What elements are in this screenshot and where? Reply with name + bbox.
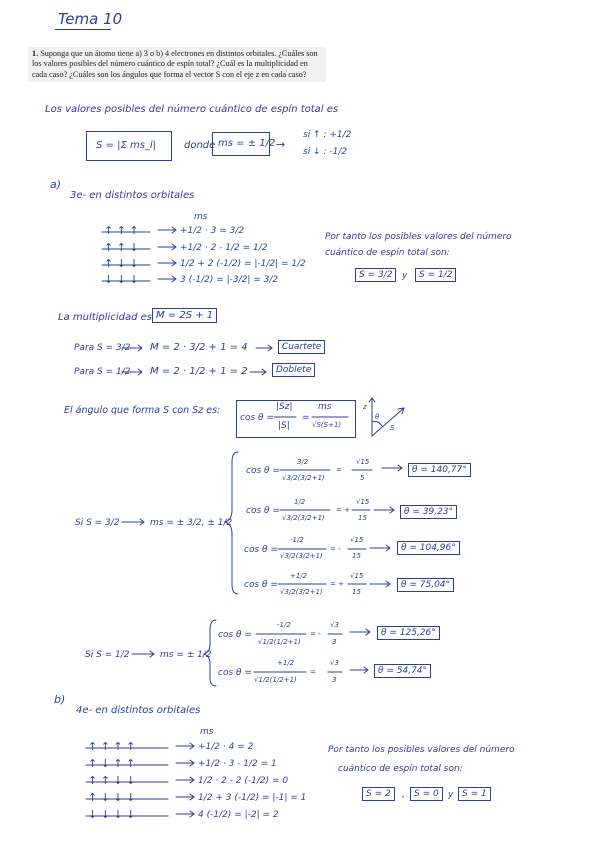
part-b-result-3: S = 1 [458, 787, 491, 801]
fraction-bars [254, 417, 372, 672]
angle-formula-num: |Sz| [276, 402, 293, 412]
arrow-s32-eq4 [370, 581, 390, 587]
problem-text: Suponga que un átomo tiene a) 3 o b) 4 electrones en distintos orbitales. ¿Cuáles son los valores posibles del número cuántico de espín total? ¿Cuál es la multiplicidad en cada caso? ¿Cuáles son los ángulos que forma el vector S con el eje z en cada caso? [32, 49, 318, 79]
s12-eq1-val-num: √3 [330, 621, 339, 629]
s12-ms: ms = ± 1/2 [160, 650, 212, 660]
multiplicity-case1-prefix: Para S = 3/2 [74, 343, 131, 353]
s32-ms: ms = ± 3/2, ± 1/2 [150, 518, 233, 528]
s32-eq3-val-num: √15 [350, 536, 364, 544]
part-b-note-line1: Por tanto los posibles valores del número [328, 745, 515, 755]
s12-eq1-num: -1/2 [277, 621, 291, 629]
part-b-result-2: S = 0 [410, 787, 443, 801]
part-b-row-2-arrows: ↑ ↓ ↑ ↑ [88, 757, 136, 770]
part-a-note-line1: Por tanto los posibles valores del número [325, 232, 512, 242]
s32-eq4-lhs: cos θ = [244, 580, 278, 590]
part-b-comma: , [402, 790, 405, 800]
part-a-row-3-calc: 1/2 + 2 (-1/2) = |-1/2| = 1/2 [180, 259, 306, 269]
s32-eq3-sign: = - [330, 545, 341, 553]
s32-eq1-lhs: cos θ = [246, 466, 280, 476]
arrow-mult-2 [122, 369, 142, 375]
part-b-label: b) [54, 693, 66, 706]
part-a-row-2-calc: +1/2 · 2 - 1/2 = 1/2 [180, 243, 268, 253]
s32-eq4-den: √3/2(3/2+1) [280, 588, 323, 596]
s32-eq2-result: θ = 39,23° [400, 505, 457, 519]
angle-formula-den: |S| [278, 421, 290, 431]
angle-formula-num2: ms [318, 402, 332, 412]
s32-eq1-result: θ = 140,77° [408, 463, 471, 477]
multiplicity-line: La multiplicidad es [58, 312, 152, 323]
multiplicity-case2-calc: M = 2 · 1/2 + 1 = 2 [150, 366, 248, 377]
part-a-row-1-calc: +1/2 · 3 = 3/2 [180, 226, 245, 236]
part-b-row-3-calc: 1/2 · 2 - 2 (-1/2) = 0 [198, 776, 289, 786]
arrow-s32-eq1 [382, 465, 402, 471]
s12-prefix: Si S = 1/2 [85, 650, 130, 660]
multiplicity-case2-prefix: Para S = 1/2 [74, 367, 131, 377]
s32-eq4-sign: = + [330, 580, 344, 588]
s32-eq3-den: √3/2(3/2+1) [280, 552, 323, 560]
part-a-row-4-calc: 3 (-1/2) = |-3/2| = 3/2 [180, 275, 279, 285]
diagram-theta-label: θ [375, 413, 380, 421]
part-b-result-1: S = 2 [362, 787, 395, 801]
diagram-z-label: z [363, 403, 367, 411]
arrow-s12-eq1 [350, 629, 370, 635]
angle-line: El ángulo que forma S con Sz es: [64, 405, 221, 416]
intro-arrow: → [276, 138, 286, 151]
s32-eq2-sign: = + [336, 506, 350, 514]
s32-eq2-num: 1/2 [294, 498, 306, 506]
s32-eq3-result: θ = 104,96° [397, 541, 460, 555]
s12-eq1-val-den: 3 [332, 638, 337, 646]
multiplicity-case2-result: Doblete [272, 363, 315, 377]
s32-eq1-sign: = [336, 466, 342, 474]
s12-eq2-sign: = [310, 668, 316, 676]
part-a-result-2: S = 1/2 [415, 268, 456, 282]
part-a-row-arrows [158, 227, 176, 282]
diagram-s-label: S [390, 424, 395, 432]
s32-eq4-result: θ = 75,04° [397, 578, 454, 592]
s32-eq2-den: √3/2(3/2+1) [282, 514, 325, 522]
s12-eq1-den: √1/2(1/2+1) [258, 638, 301, 646]
part-b-row-5-arrows: ↓ ↓ ↓ ↓ [88, 808, 136, 821]
donde-label: donde [184, 140, 216, 151]
arrow-s12-eq2 [350, 667, 368, 673]
brace-s32 [225, 452, 238, 594]
s12-eq2-val-num: √3 [330, 659, 339, 667]
spin-formula: S = |Σ ms_i| [96, 140, 157, 151]
s12-eq2-num: +1/2 [277, 659, 295, 667]
s12-eq1-result: θ = 125,26° [377, 626, 440, 640]
s12-eq2-lhs: cos θ = [218, 668, 252, 678]
part-a-row-1-arrows: ↑ ↑ ↑ [104, 224, 139, 237]
part-a-label: a) [50, 178, 62, 191]
part-a-note-line2: cuántico de espín total son: [325, 248, 450, 258]
s32-eq4-val-den: 15 [352, 588, 361, 596]
angle-formula-eq: = [302, 413, 310, 423]
s32-eq4-val-num: √15 [350, 572, 364, 580]
arrow-s32-eq2 [374, 507, 394, 513]
problem-number: 1. [32, 49, 39, 58]
intro-case-up: si ↑ : +1/2 [303, 130, 352, 140]
part-a-row-4-arrows: ↓ ↓ ↓ [104, 273, 139, 286]
intro-case-down: si ↓ : -1/2 [303, 147, 348, 157]
part-b-row-5-calc: 4 (-1/2) = |-2| = 2 [198, 810, 279, 820]
part-b-heading: 4e- en distintos orbitales [76, 705, 201, 716]
part-b-row-1-calc: +1/2 · 4 = 2 [198, 742, 254, 752]
part-a-row-3-arrows: ↑ ↓ ↓ [104, 257, 139, 270]
s32-eq2-val-num: √15 [356, 498, 370, 506]
arrow-s32 [122, 519, 144, 525]
s12-eq2-val-den: 3 [332, 676, 337, 684]
part-a-y: y [402, 271, 408, 281]
s32-eq2-lhs: cos θ = [246, 506, 280, 516]
s32-eq1-den: √3/2(3/2+1) [282, 474, 325, 482]
part-b-row-arrows [176, 743, 194, 817]
orbital-lines-a [102, 232, 150, 281]
s12-eq2-den: √1/2(1/2+1) [254, 676, 297, 684]
arrow-mult-4 [250, 369, 266, 375]
angle-formula-lhs: cos θ = [240, 413, 274, 423]
part-a-ms-header: ms [194, 212, 208, 222]
part-a-result-1: S = 3/2 [355, 268, 396, 282]
part-b-ms-header: ms [200, 727, 214, 737]
part-b-note-line2: cuántico de espín total son: [338, 764, 463, 774]
s12-eq1-lhs: cos θ = [218, 630, 252, 640]
multiplicity-case1-calc: M = 2 · 3/2 + 1 = 4 [150, 342, 248, 353]
arrow-mult-3 [256, 345, 272, 351]
arrow-mult-1 [122, 345, 142, 351]
s32-eq3-lhs: cos θ = [244, 545, 278, 555]
arrow-s32-eq3 [370, 545, 390, 551]
s12-eq2-result: θ = 54,74° [374, 664, 431, 678]
brace-s12 [204, 620, 216, 686]
s12-eq1-sign: = - [310, 630, 321, 638]
part-b-y: y [448, 790, 454, 800]
diagram-theta-arc [372, 422, 382, 427]
ms-formula: ms = ± 1/2 [218, 138, 276, 149]
part-a-row-2-arrows: ↑ ↑ ↓ [104, 241, 139, 254]
s32-eq1-val-den: 5 [360, 474, 365, 482]
angle-formula-den2: √S(S+1) [312, 421, 342, 429]
s32-eq1-val-num: √15 [356, 458, 370, 466]
s32-eq4-num: +1/2 [290, 572, 308, 580]
s32-eq1-num: 3/2 [297, 458, 309, 466]
page-title: Tema 10 [58, 10, 123, 28]
part-b-row-3-arrows: ↑ ↑ ↓ ↓ [88, 774, 136, 787]
multiplicity-formula: M = 2S + 1 [152, 308, 217, 323]
part-b-row-1-arrows: ↑ ↑ ↑ ↑ [88, 740, 136, 753]
part-a-heading: 3e- en distintos orbitales [70, 190, 195, 201]
intro-line: Los valores posibles del número cuántico de espín total es [45, 104, 339, 115]
s32-eq3-val-den: 15 [352, 552, 361, 560]
s32-prefix: Si S = 3/2 [75, 518, 120, 528]
s32-eq2-val-den: 15 [358, 514, 367, 522]
multiplicity-case1-result: Cuartete [278, 340, 325, 354]
orbital-lines-b [86, 748, 168, 816]
s32-eq3-num: -1/2 [290, 536, 304, 544]
diagram-z-axis [369, 398, 375, 436]
part-b-row-2-calc: +1/2 · 3 - 1/2 = 1 [198, 759, 277, 769]
part-b-row-4-calc: 1/2 + 3 (-1/2) = |-1| = 1 [198, 793, 307, 803]
part-b-row-4-arrows: ↑ ↓ ↓ ↓ [88, 791, 136, 804]
arrow-s12 [132, 651, 154, 657]
